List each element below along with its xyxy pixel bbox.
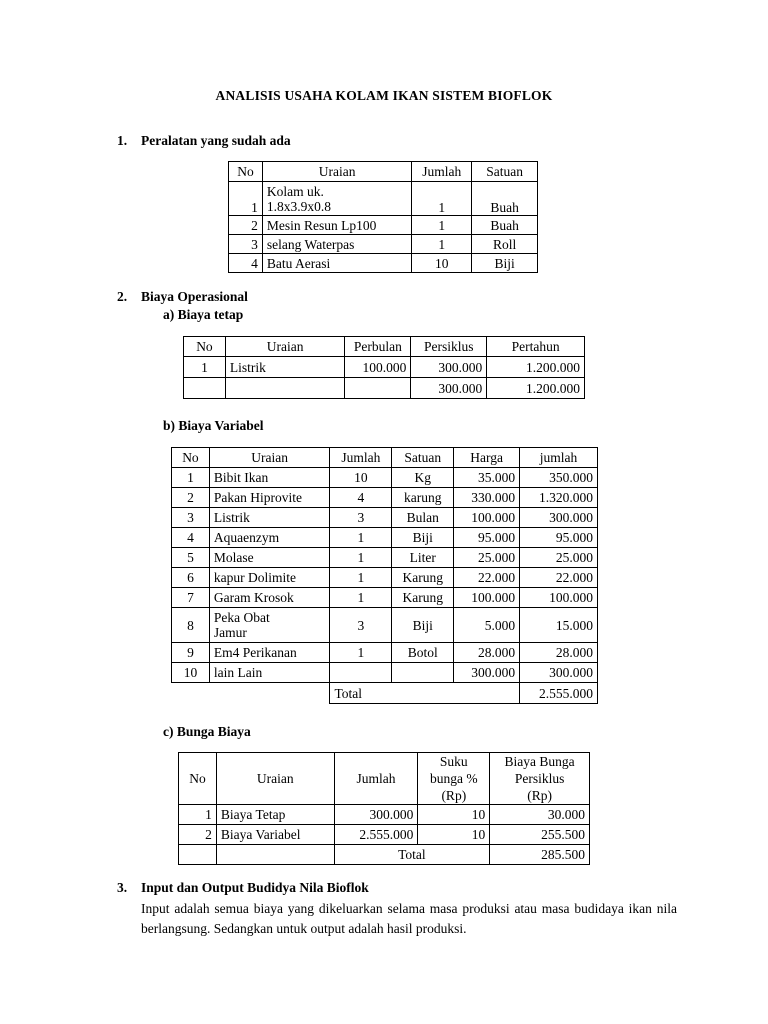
cell-uraian: Pakan Hiprovite	[209, 488, 330, 508]
cell-no: 1	[184, 357, 226, 378]
table-row	[229, 254, 538, 273]
cell-harga: 95.000	[454, 528, 520, 548]
cell-suku: 10	[418, 825, 490, 845]
header-cell-biaya	[490, 753, 590, 805]
cell-satuan: Biji	[392, 608, 454, 643]
header-cell: jumlah	[520, 448, 598, 468]
table-row	[179, 825, 590, 845]
cell-uraian: Garam Krosok	[209, 588, 330, 608]
table-row	[229, 216, 538, 235]
cell-no: 5	[172, 548, 210, 568]
header-line: (Rp)	[527, 788, 552, 803]
table-row	[172, 663, 598, 683]
cell-satuan: Kg	[392, 468, 454, 488]
cell-harga: 28.000	[454, 643, 520, 663]
subsection-b-heading: b) Biaya Variabel	[163, 418, 264, 433]
table-total-row	[172, 683, 598, 704]
cell-no: 9	[172, 643, 210, 663]
cell-no: 2	[179, 825, 217, 845]
table-row	[172, 608, 598, 643]
header-cell: Satuan	[472, 162, 538, 182]
cell-uraian-line: 1.8x3.9x0.8	[266, 198, 332, 214]
table-row	[229, 235, 538, 254]
header-cell: Satuan	[392, 448, 454, 468]
table-row	[229, 182, 538, 216]
cell-total: 350.000	[520, 468, 598, 488]
header-cell: Perbulan	[345, 337, 411, 357]
cell-satuan: Buah	[472, 216, 538, 235]
table-row	[172, 568, 598, 588]
cell-total: 300.000	[520, 663, 598, 683]
cell-no: 3	[229, 235, 263, 254]
table-row	[172, 488, 598, 508]
cell-jumlah: 4	[330, 488, 392, 508]
section-3-number: 3.	[117, 880, 128, 895]
table-row	[172, 643, 598, 663]
cell-jumlah: 1	[330, 643, 392, 663]
header-cell: No	[172, 448, 210, 468]
header-line: (Rp)	[441, 788, 467, 803]
cell-uraian-line: Peka Obat	[213, 610, 270, 625]
header-cell: Uraian	[262, 162, 411, 182]
cell-biaya: 255.500	[490, 825, 590, 845]
cell-satuan: Biji	[392, 528, 454, 548]
cell-total: 300.000	[520, 508, 598, 528]
cell-uraian: selang Waterpas	[262, 235, 411, 254]
cell-satuan: Buah	[472, 182, 538, 216]
cell-no: 7	[172, 588, 210, 608]
cell-no: 4	[229, 254, 263, 273]
total-persiklus: 300.000	[411, 378, 487, 399]
cell-uraian: Mesin Resun Lp100	[262, 216, 411, 235]
cell-pertahun: 1.200.000	[487, 357, 585, 378]
cell-uraian: Listrik	[225, 357, 345, 378]
header-cell: Uraian	[209, 448, 330, 468]
cell-no: 1	[172, 468, 210, 488]
cell-satuan: Botol	[392, 643, 454, 663]
header-cell: Persiklus	[411, 337, 487, 357]
table-header-row	[229, 162, 538, 182]
document-title: ANALISIS USAHA KOLAM IKAN SISTEM BIOFLOK	[215, 88, 553, 103]
cell-total: 28.000	[520, 643, 598, 663]
cell-uraian: Batu Aerasi	[262, 254, 411, 273]
cell-harga: 300.000	[454, 663, 520, 683]
cell-no: 3	[172, 508, 210, 528]
header-cell: No	[184, 337, 226, 357]
cell-biaya: 30.000	[490, 805, 590, 825]
header-cell: Uraian	[225, 337, 345, 357]
cell-jumlah: 2.555.000	[334, 825, 418, 845]
cell-no: 6	[172, 568, 210, 588]
cell-uraian: Molase	[209, 548, 330, 568]
cell-harga: 35.000	[454, 468, 520, 488]
header-line: bunga %	[430, 771, 478, 786]
cell-harga: 25.000	[454, 548, 520, 568]
header-cell: Harga	[454, 448, 520, 468]
section-3-heading: Input dan Output Budidya Nila Bioflok	[141, 880, 369, 895]
cell-total: 100.000	[520, 588, 598, 608]
header-cell: No	[229, 162, 263, 182]
cell-jumlah: 1	[412, 182, 472, 216]
cell-uraian: Biaya Tetap	[216, 805, 334, 825]
cell-total: 25.000	[520, 548, 598, 568]
empty-cell	[179, 845, 217, 865]
header-cell: Jumlah	[330, 448, 392, 468]
header-cell: No	[179, 753, 217, 805]
cell-total: 22.000	[520, 568, 598, 588]
cell-no: 2	[229, 216, 263, 235]
cell-perbulan: 100.000	[345, 357, 411, 378]
empty-cell	[216, 845, 334, 865]
cell-harga: 100.000	[454, 508, 520, 528]
cell-jumlah: 10	[412, 254, 472, 273]
cell-jumlah: 1	[412, 216, 472, 235]
table-row	[179, 805, 590, 825]
cell-no: 8	[172, 608, 210, 643]
cell-total: 1.320.000	[520, 488, 598, 508]
cell-jumlah: 10	[330, 468, 392, 488]
cell-satuan	[392, 663, 454, 683]
subsection-a-heading: a) Biaya tetap	[163, 307, 244, 322]
section-2-heading: Biaya Operasional	[141, 289, 248, 304]
cell-jumlah	[330, 663, 392, 683]
cell-satuan: Karung	[392, 588, 454, 608]
cell-uraian: Aquaenzym	[209, 528, 330, 548]
cell-satuan: Liter	[392, 548, 454, 568]
cell-harga: 22.000	[454, 568, 520, 588]
header-cell: Jumlah	[334, 753, 418, 805]
table-total-row	[184, 378, 585, 399]
cell-uraian-line: Kolam uk.	[266, 183, 324, 199]
cell-satuan: karung	[392, 488, 454, 508]
total-value: 285.500	[490, 845, 590, 865]
cell-jumlah: 1	[330, 588, 392, 608]
section-3-paragraph: Input adalah semua biaya yang dikeluarkan selama masa produksi atau masa budidaya ikan nila berlangsung. Sedangkan untuk output adalah hasil produksi.	[141, 901, 677, 936]
cell-total: 95.000	[520, 528, 598, 548]
header-cell: Jumlah	[412, 162, 472, 182]
empty-cell	[172, 683, 330, 704]
cell-harga: 100.000	[454, 588, 520, 608]
cell-uraian: Bibit Ikan	[209, 468, 330, 488]
header-cell-suku	[418, 753, 490, 805]
cell-harga: 330.000	[454, 488, 520, 508]
table-row	[172, 588, 598, 608]
table-header-row	[184, 337, 585, 357]
variable-cost-table	[171, 447, 598, 704]
table-header-row	[179, 753, 590, 805]
table-total-row	[179, 845, 590, 865]
cell-no: 1	[229, 182, 263, 216]
header-line: Suku	[439, 754, 468, 769]
cell-jumlah: 3	[330, 608, 392, 643]
cell-satuan: Biji	[472, 254, 538, 273]
equipment-table	[228, 161, 538, 273]
interest-cost-table	[178, 752, 590, 865]
cell-uraian-line: Jamur	[213, 625, 247, 640]
cell-satuan: Bulan	[392, 508, 454, 528]
section-1-heading: Peralatan yang sudah ada	[141, 133, 291, 148]
cell-jumlah: 1	[412, 235, 472, 254]
table-row	[172, 508, 598, 528]
table-row	[184, 357, 585, 378]
fixed-cost-table	[183, 336, 585, 399]
header-cell: Pertahun	[487, 337, 585, 357]
header-cell: Uraian	[216, 753, 334, 805]
empty-cell	[184, 378, 226, 399]
cell-jumlah: 3	[330, 508, 392, 528]
cell-persiklus: 300.000	[411, 357, 487, 378]
cell-no: 2	[172, 488, 210, 508]
cell-suku: 10	[418, 805, 490, 825]
table-header-row	[172, 448, 598, 468]
table-row	[172, 468, 598, 488]
cell-total: 15.000	[520, 608, 598, 643]
table-row	[172, 528, 598, 548]
total-value: 2.555.000	[520, 683, 598, 704]
cell-jumlah: 300.000	[334, 805, 418, 825]
header-line: Persiklus	[514, 771, 565, 786]
cell-uraian: Listrik	[209, 508, 330, 528]
cell-no: 4	[172, 528, 210, 548]
cell-uraian: kapur Dolimite	[209, 568, 330, 588]
cell-uraian: lain Lain	[209, 663, 330, 683]
cell-harga: 5.000	[454, 608, 520, 643]
cell-jumlah: 1	[330, 568, 392, 588]
cell-no: 10	[172, 663, 210, 683]
empty-cell	[345, 378, 411, 399]
cell-jumlah: 1	[330, 528, 392, 548]
cell-uraian: Em4 Perikanan	[209, 643, 330, 663]
total-label: Total	[334, 845, 490, 865]
empty-cell	[225, 378, 345, 399]
total-pertahun: 1.200.000	[487, 378, 585, 399]
cell-satuan: Karung	[392, 568, 454, 588]
section-1-number: 1.	[117, 133, 128, 148]
header-line: Biaya Bunga	[504, 754, 575, 769]
table-row	[172, 548, 598, 568]
cell-uraian: Biaya Variabel	[216, 825, 334, 845]
cell-jumlah: 1	[330, 548, 392, 568]
subsection-c-heading: c) Bunga Biaya	[163, 724, 251, 739]
total-label: Total	[330, 683, 520, 704]
section-2-number: 2.	[117, 289, 128, 304]
cell-no: 1	[179, 805, 217, 825]
cell-satuan: Roll	[472, 235, 538, 254]
